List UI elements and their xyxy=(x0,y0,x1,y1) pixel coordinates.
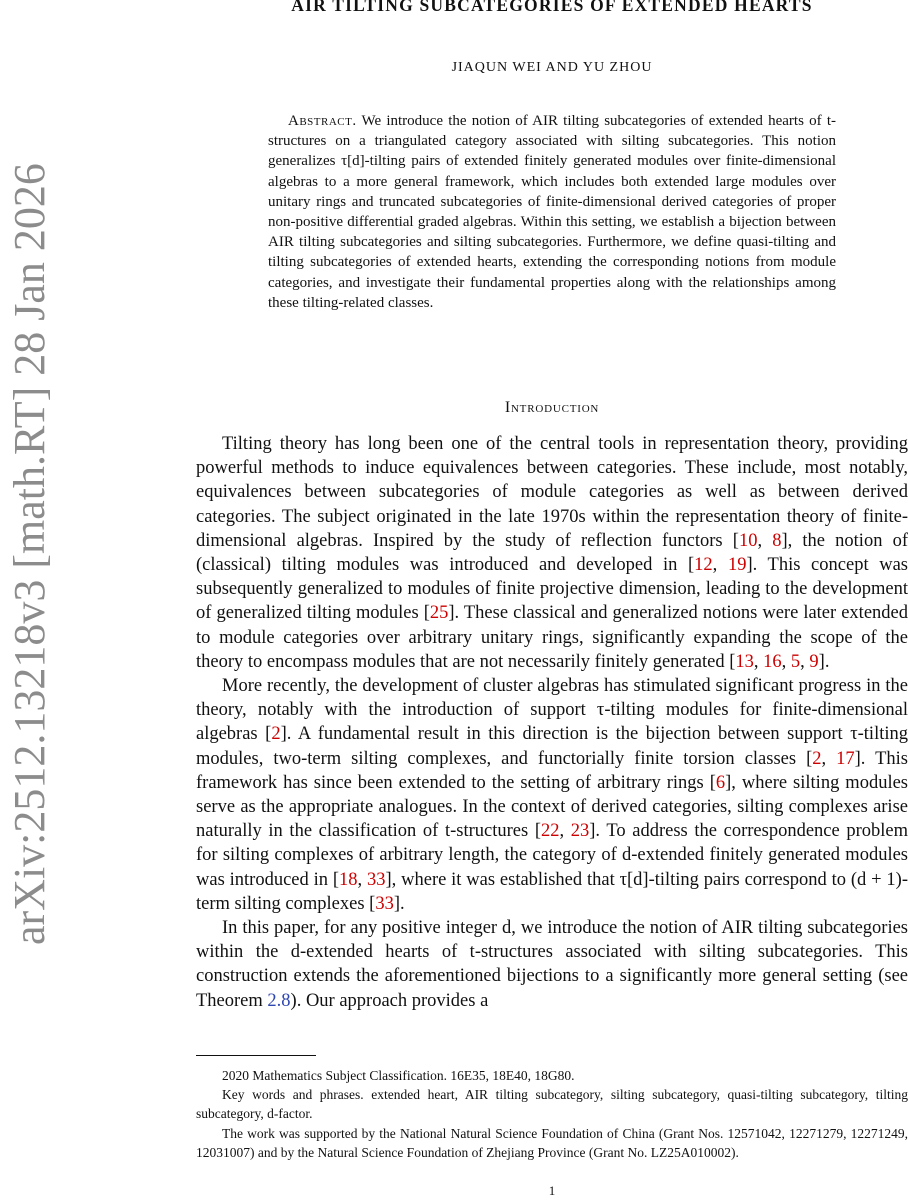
citation-link[interactable]: 12 xyxy=(694,555,713,576)
introduction-body xyxy=(196,432,908,1013)
citation-link[interactable]: 22 xyxy=(541,821,560,842)
footnote-msc: 2020 Mathematics Subject Classification. 16E35, 18E40, 18G80. xyxy=(222,1068,575,1083)
citation-link[interactable]: 33 xyxy=(366,869,386,890)
abstract xyxy=(268,111,836,313)
citation-link[interactable]: 33 xyxy=(375,893,394,914)
citation-link[interactable]: 10 xyxy=(738,530,758,551)
page-number: 1 xyxy=(548,1183,556,1198)
citation-link[interactable]: 6 xyxy=(715,772,726,793)
theorem-link[interactable]: 2.8 xyxy=(267,990,291,1011)
citation-link[interactable]: 13 xyxy=(735,651,754,672)
citation-link[interactable]: 8 xyxy=(772,530,782,551)
citation-link[interactable]: 19 xyxy=(727,555,747,576)
citation-link[interactable]: 2 xyxy=(271,724,281,745)
citation-link[interactable]: 16 xyxy=(763,651,782,672)
arxiv-identifier-stamp: arXiv:2512.13218v3 [math.RT] 28 Jan 2026 xyxy=(5,163,54,945)
citation-link[interactable]: 5 xyxy=(790,651,801,672)
citation-link[interactable]: 25 xyxy=(429,603,449,624)
footnotes xyxy=(196,1066,908,1162)
citation-link[interactable]: 9 xyxy=(809,651,819,672)
paper-authors: JIAQUN WEI AND YU ZHOU xyxy=(451,60,653,75)
footnote-funding: The work was supported by the National Natural Science Foundation of China (Grant Nos. 12571042, 12271279, 12271249, 12031007) and by the Natural Science Foundation of Zhejiang Province (Grant No. LZ25A010002). xyxy=(196,1125,908,1160)
abstract-text: We introduce the notion of AIR tilting subcategories of extended hearts of t-structures on a triangulated category associated with silting subcategories. This notion generalizes τ[d]-tilting pairs of extended finitely generated modules over finite-dimensional algebras to a more general framework, which includes both extended large modules over unitary rings and truncated subcategories of finite-dimensional derived categories of proper non-positive differential graded algebras. Within this setting, we establish a bijection between AIR tilting subcategories and silting subcategories. Furthermore, we define quasi-tilting and tilting subcategories of extended hearts, extending the corresponding notions from module categories, and investigate their fundamental properties along with the relationships among these tilting-related classes. xyxy=(268,113,836,311)
abstract-label: Abstract. xyxy=(288,113,357,129)
citation-link[interactable]: 23 xyxy=(570,821,590,842)
citation-link[interactable]: 18 xyxy=(339,869,358,890)
section-title-introduction: Introduction xyxy=(504,399,600,416)
footnote-divider xyxy=(196,1055,316,1056)
paragraph: Tilting theory has long been one of the central tools in representation theory, providing powerful methods to induce equivalences between categories. These include, most notably, equivalences between subcategories of module categories as well as between derived categories. The subject originated in the late 1970s within the representation theory of finite-dimensional algebras. Inspired by the study of reflection functors [10, 8], the notion of (classical) tilting modules was introduced and developed in [12, 19]. This concept was subsequently generalized to modules of finite projective dimension, leading to the development of generalized tilting modules [25]. These classical and generalized notions were later extended to module categories over arbitrary unitary rings, significantly expanding the scope of the theory to encompass modules that are not necessarily finitely generated [13, 16, 5, 9]. xyxy=(196,434,908,672)
paragraph: More recently, the development of cluster algebras has stimulated significant progress in the theory, notably with the introduction of support τ-tilting modules for finite-dimensional algebras [2]. A fundamental result in this direction is the bijection between support τ-tilting modules, two-term silting complexes, and functorially finite torsion classes [2, 17]. This framework has since been extended to the setting of arbitrary rings [6], where silting modules serve as the appropriate analogues. In the context of derived categories, silting complexes arise naturally in the classification of t-structures [22, 23]. To address the correspondence problem for silting complexes of arbitrary length, the category of d-extended finitely generated modules was introduced in [18, 33], where it was established that τ[d]-tilting pairs correspond to (d + 1)-term silting complexes [33]. xyxy=(196,676,908,914)
citation-link[interactable]: 2 xyxy=(812,748,822,769)
paragraph: In this paper, for any positive integer d, we introduce the notion of AIR tilting subcategories within the d-extended hearts of t-structures associated with silting subcategories. This construction extends the aforementioned bijections to a significantly more general setting (see Theorem 2.8). Our approach provides a xyxy=(196,918,908,1011)
paper-title: AIR TILTING SUBCATEGORIES OF EXTENDED HEARTS xyxy=(291,0,813,15)
footnote-keywords: Key words and phrases. extended heart, AIR tilting subcategory, silting subcategory, quasi-tilting subcategory, tilting subcategory, d-factor. xyxy=(196,1087,908,1122)
citation-link[interactable]: 17 xyxy=(836,748,855,769)
